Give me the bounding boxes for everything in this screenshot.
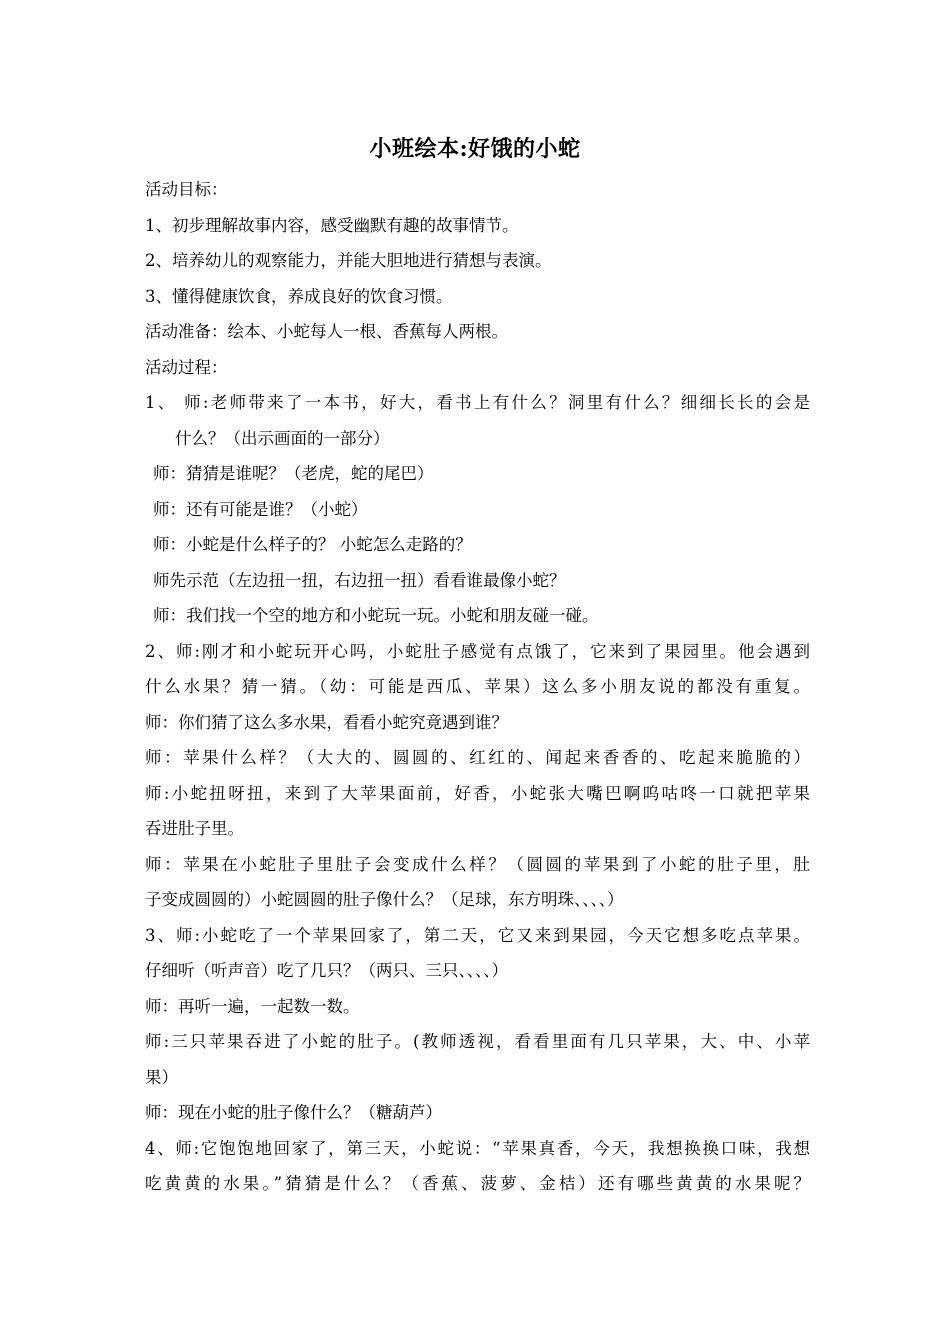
dialogue-line: 师：小蛇是什么样子的？ 小蛇怎么走路的？ (153, 535, 472, 554)
document-title: 小班绘本:好饿的小蛇 (369, 136, 581, 162)
dialogue-line: 师：苹果什么样？（大大的、圆圆的、红红的、闻起来香香的、吃起来脆脆的） (145, 748, 810, 767)
process-step-4-line-1: 4、师:它饱饱地回家了，第三天，小蛇说：“苹果真香，今天，我想换换口味，我想 (145, 1138, 810, 1158)
dialogue-line: 师：猜猜是谁呢？（老虎，蛇的尾巴） (153, 464, 434, 483)
dialogue-line: 果） (145, 1067, 178, 1087)
process-step-2-line-1: 2、师:刚才和小蛇玩开心吗，小蛇肚子感觉有点饿了，它来到了果园里。他会遇到 (145, 641, 810, 661)
section-heading-goals: 活动目标： (145, 180, 228, 199)
process-step-1-line-2: 什么？（出示画面的一部分） (175, 428, 390, 448)
section-preparation: 活动准备：绘本、小蛇每人一根、香蕉每人两根。 (145, 322, 508, 341)
process-step-4-line-2: 吃黄黄的水果。”猜猜是什么？（香蕉、菠萝、金桔）还有哪些黄黄的水果呢？ (145, 1174, 810, 1193)
dialogue-line: 师：再听一遍，一起数一数。 (145, 996, 360, 1016)
dialogue-line: 师：我们找一个空的地方和小蛇玩一玩。小蛇和朋友碰一碰。 (153, 606, 599, 625)
dialogue-line: 师:小蛇扭呀扭，来到了大苹果面前，好香，小蛇张大嘴巴啊呜咕咚一口就把苹果 (145, 783, 810, 803)
process-step-3-line-2: 仔细听（听声音）吃了几只？（两只、三只、、、、） (145, 961, 508, 980)
process-step-2-line-2: 什么水果？猜一猜。（幼：可能是西瓜、苹果）这么多小朋友说的都没有重复。 (145, 677, 810, 696)
goal-item-2: 2、培养幼儿的观察能力，并能大胆地进行猜想与表演。 (145, 251, 552, 270)
process-step-3-line-1: 3、师:小蛇吃了一个苹果回家了，第二天，它又来到果园，今天它想多吃点苹果。 (145, 925, 810, 945)
dialogue-line: 子变成圆圆的）小蛇圆圆的肚子像什么？（足球，东方明珠、、、、） (145, 890, 624, 909)
dialogue-line: 吞进肚子里。 (145, 819, 244, 838)
dialogue-line: 师:三只苹果吞进了小蛇的肚子。(教师透视，看看里面有几只苹果，大、中、小苹 (145, 1032, 810, 1051)
section-heading-process: 活动过程： (145, 357, 228, 377)
goal-item-1: 1、初步理解故事内容，感受幽默有趣的故事情节。 (145, 215, 519, 235)
dialogue-line: 师：现在小蛇的肚子像什么？（糖葫芦） (145, 1103, 442, 1122)
dialogue-line: 师：苹果在小蛇肚子里肚子会变成什么样？（圆圆的苹果到了小蛇的肚子里，肚 (145, 854, 810, 874)
dialogue-line: 师：还有可能是谁？（小蛇） (153, 499, 368, 519)
dialogue-line: 师先示范（左边扭一扭，右边扭一扭）看看谁最像小蛇？ (153, 570, 566, 590)
process-step-1-line-1: 1、 师:老师带来了一本书，好大，看书上有什么？洞里有什么？细细长长的会是 (145, 393, 810, 412)
goal-item-3: 3、懂得健康饮食，养成良好的饮食习惯。 (145, 286, 453, 306)
document-body (145, 172, 810, 1202)
dialogue-line: 师：你们猜了这么多水果，看看小蛇究竟遇到谁？ (145, 712, 508, 732)
